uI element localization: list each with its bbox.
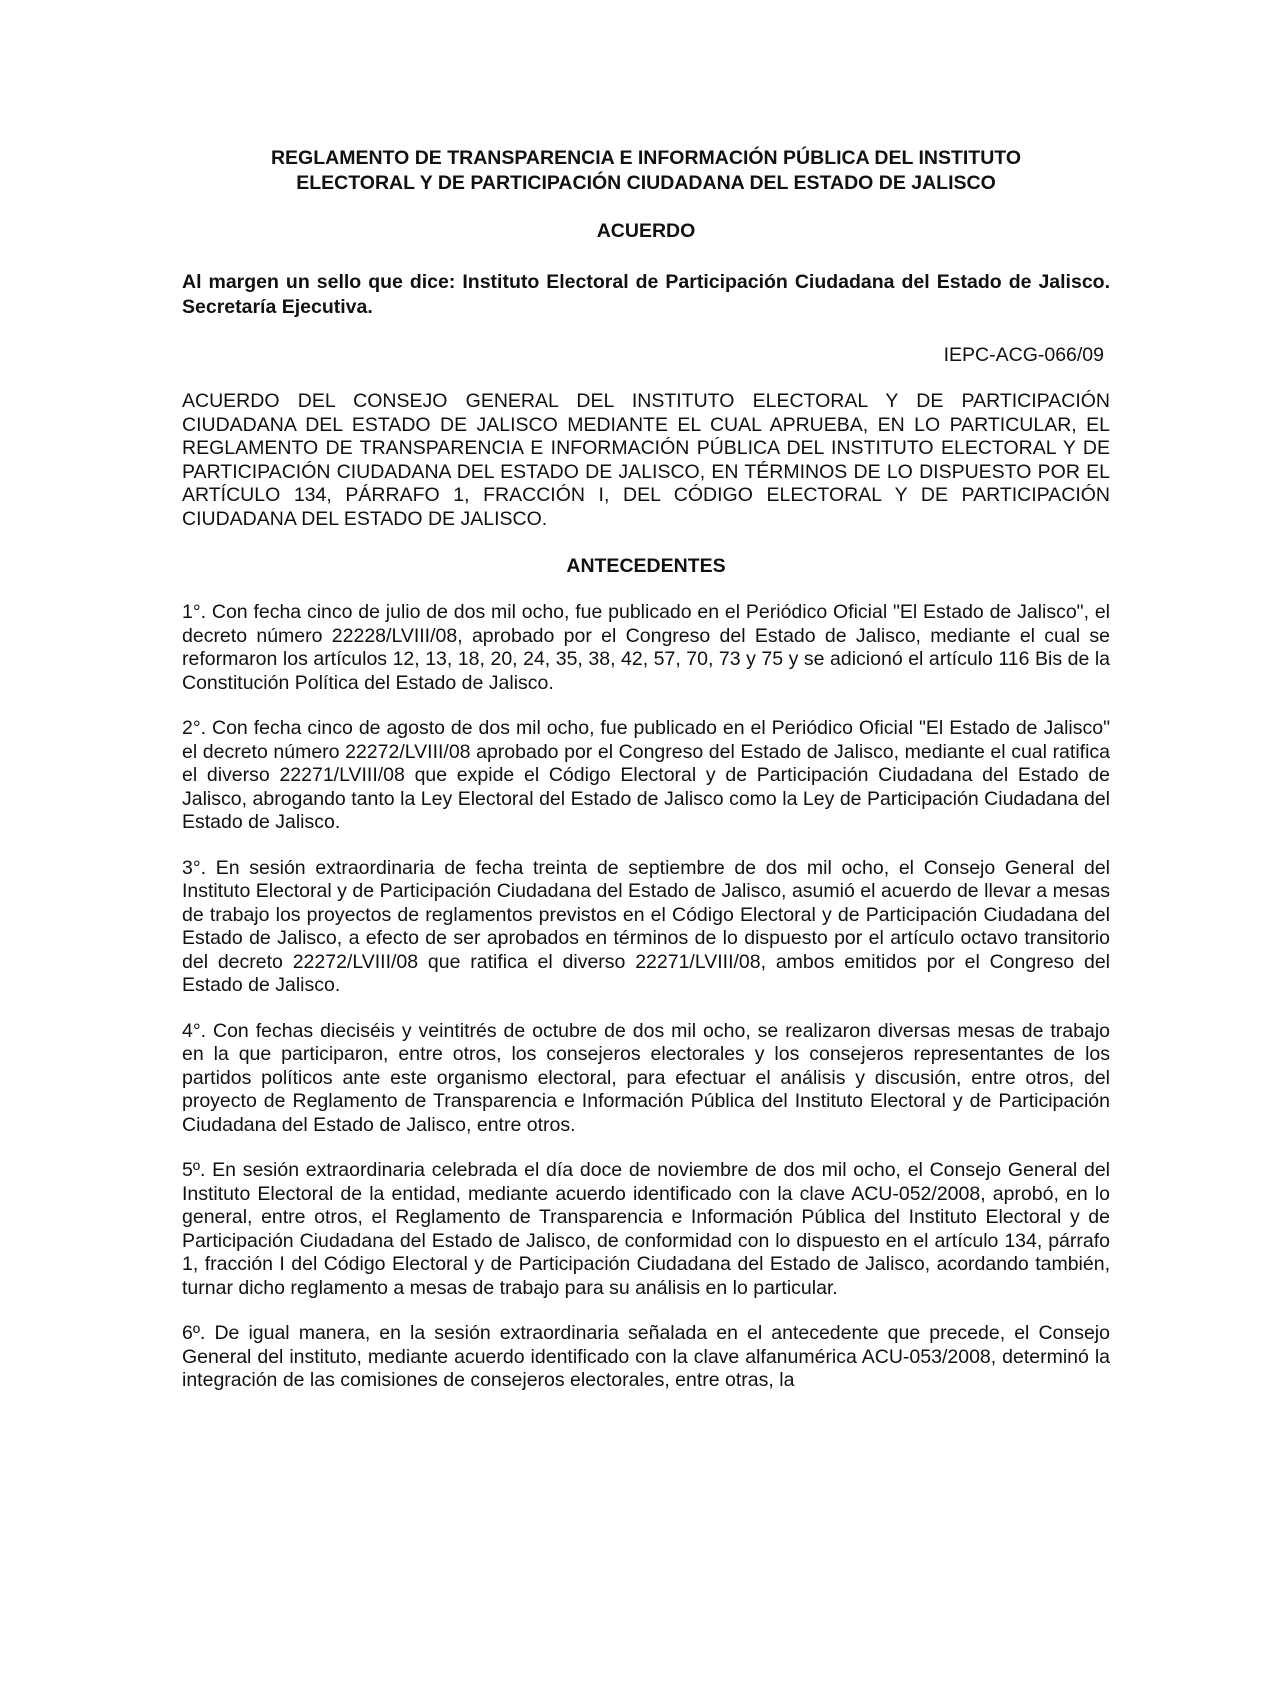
paragraph-1: 1°. Con fecha cinco de julio de dos mil ocho, fue publicado en el Periódico Oficial "El Estado de Jalisco", el decreto número 22228/LVIII/08, aprobado por el Congreso del Estado de Jalisco, mediante el cual se reformaron los artículos 12, 13, 18, 20, 24, 35, 38, 42, 57, 70, 73 y 75 y se adicionó el artículo 116 Bis de la Constitución Política del Estado de Jalisco.: [182, 601, 1110, 694]
paragraph-3: 3°. En sesión extraordinaria de fecha treinta de septiembre de dos mil ocho, el Consejo General del Instituto Electoral y de Participación Ciudadana del Estado de Jalisco, asumió el acuerdo de llevar a mesas de trabajo los proyectos de reglamentos previstos en el Código Electoral y de Participación Ciudadana del Estado de Jalisco, a efecto de ser aprobados en términos de lo dispuesto por el artículo octavo transitorio del decreto 22272/LVIII/08 que ratifica el diverso 22271/LVIII/08, ambos emitidos por el Congreso del Estado de Jalisco.: [182, 856, 1110, 996]
document-subtitle: ACUERDO: [596, 220, 696, 242]
document-body: [182, 146, 1110, 1393]
section-heading: ANTECEDENTES: [566, 555, 726, 577]
agreement-intro: ACUERDO DEL CONSEJO GENERAL DEL INSTITUTO ELECTORAL Y DE PARTICIPACIÓN CIUDADANA DEL ESTADO DE JALISCO MEDIANTE EL CUAL APRUEBA, EN LO PARTICULAR, EL REGLAMENTO DE TRANSPARENCIA E INFORMACIÓN PÚBLICA DEL INSTITUTO ELECTORAL Y DE PARTICIPACIÓN CIUDADANA DEL ESTADO DE JALISCO, EN TÉRMINOS DE LO DISPUESTO POR EL ARTÍCULO 134, PÁRRAFO 1, FRACCIÓN I, DEL CÓDIGO ELECTORAL Y DE PARTICIPACIÓN CIUDADANA DEL ESTADO DE JALISCO.: [182, 390, 1110, 530]
margin-note: Al margen un sello que dice: Instituto Electoral de Participación Ciudadana del Estado de Jalisco. Secretaría Ejecutiva.: [182, 271, 1110, 318]
paragraph-6: 6º. De igual manera, en la sesión extraordinaria señalada en el antecedente que precede, el Consejo General del instituto, mediante acuerdo identificado con la clave alfanumérica ACU-053/2008, determinó la integración de las comisiones de consejeros electorales, entre otras, la: [182, 1322, 1110, 1391]
document-title-line-2: ELECTORAL Y DE PARTICIPACIÓN CIUDADANA DEL ESTADO DE JALISCO: [296, 172, 996, 194]
paragraph-4: 4°. Con fechas dieciséis y veintitrés de octubre de dos mil ocho, se realizaron diversas mesas de trabajo en la que participaron, entre otros, los consejeros electorales y los consejeros representantes de los partidos políticos ante este organismo electoral, para efectuar el análisis y discusión, entre otros, del proyecto de Reglamento de Transparencia e Información Pública del Instituto Electoral y de Participación Ciudadana del Estado de Jalisco, entre otros.: [182, 1019, 1110, 1136]
reference-code: IEPC-ACG-066/09: [943, 344, 1104, 366]
paragraph-2: 2°. Con fecha cinco de agosto de dos mil ocho, fue publicado en el Periódico Oficial "El Estado de Jalisco" el decreto número 22272/LVIII/08 aprobado por el Congreso del Estado de Jalisco, mediante el cual ratifica el diverso 22271/LVIII/08 que expide el Código Electoral y de Participación Ciudadana del Estado de Jalisco, abrogando tanto la Ley Electoral del Estado de Jalisco como la Ley de Participación Ciudadana del Estado de Jalisco.: [182, 717, 1110, 833]
document-title-line-1: REGLAMENTO DE TRANSPARENCIA E INFORMACIÓN PÚBLICA DEL INSTITUTO: [270, 147, 1022, 169]
paragraph-5: 5º. En sesión extraordinaria celebrada el día doce de noviembre de dos mil ocho, el Consejo General del Instituto Electoral de la entidad, mediante acuerdo identificado con la clave ACU-052/2008, aprobó, en lo general, entre otros, el Reglamento de Transparencia e Información Pública del Instituto Electoral y de Participación Ciudadana del Estado de Jalisco, de conformidad con lo dispuesto en el artículo 134, párrafo 1, fracción I del Código Electoral y de Participación Ciudadana del Estado de Jalisco, acordando también, turnar dicho reglamento a mesas de trabajo para su análisis en lo particular.: [182, 1159, 1110, 1299]
